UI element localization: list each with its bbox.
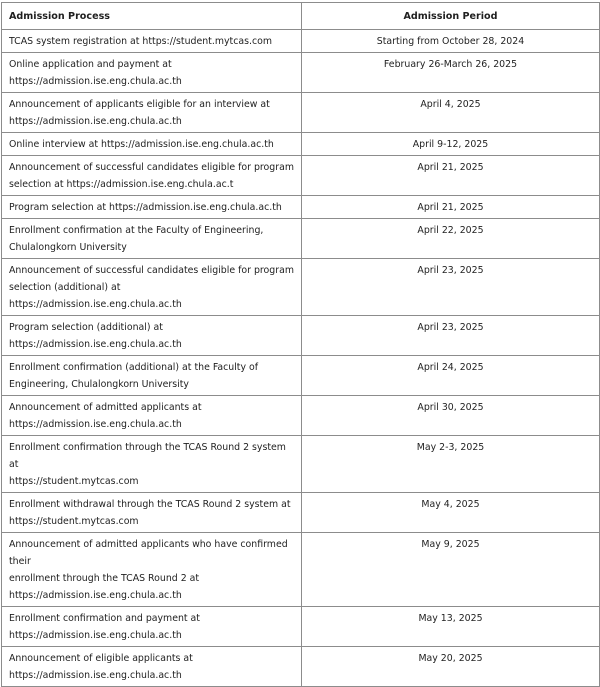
process-text-line: Program selection at https://admission.ise.eng.chula.ac.th (9, 202, 282, 213)
process-cell (2, 30, 302, 53)
table-row (2, 53, 600, 93)
period-cell: April 30, 2025 (302, 396, 600, 436)
process-cell (2, 219, 302, 259)
process-text-line: https://admission.ise.eng.chula.ac.th (9, 630, 182, 641)
period-cell: May 4, 2025 (302, 493, 600, 533)
process-text-line: Online application and payment at (9, 59, 172, 70)
process-text-line: https://student.mytcas.com (9, 516, 139, 527)
period-cell: April 23, 2025 (302, 316, 600, 356)
process-text-line: Announcement of admitted applicants at (9, 402, 202, 413)
process-text-line: Announcement of successful candidates eligible for program (9, 265, 294, 276)
table-row (2, 356, 600, 396)
process-text-line: Announcement of successful candidates eligible for program (9, 162, 294, 173)
process-cell (2, 647, 302, 687)
process-cell (2, 493, 302, 533)
table-row (2, 259, 600, 316)
process-cell (2, 316, 302, 356)
process-text-line: Enrollment withdrawal through the TCAS Round 2 system at (9, 499, 291, 510)
table-row (2, 396, 600, 436)
header-admission-process: Admission Process (2, 3, 302, 30)
period-cell: Starting from October 28, 2024 (302, 30, 600, 53)
period-cell: February 26-March 26, 2025 (302, 53, 600, 93)
process-text-line: enrollment through the TCAS Round 2 at (9, 573, 200, 584)
table-row (2, 533, 600, 607)
process-text-line: Chulalongkorn University (9, 242, 127, 253)
process-text-line: selection at https://admission.ise.eng.chula.ac.t (9, 179, 234, 190)
process-text-line: TCAS system registration at https://student.mytcas.com (9, 36, 272, 47)
process-cell (2, 396, 302, 436)
process-text-line: https://admission.ise.eng.chula.ac.th (9, 76, 182, 87)
process-text-line: https://admission.ise.eng.chula.ac.th (9, 116, 182, 127)
period-cell: April 4, 2025 (302, 93, 600, 133)
process-cell (2, 156, 302, 196)
process-text-line: Program selection (additional) at (9, 322, 163, 333)
period-cell: May 9, 2025 (302, 533, 600, 607)
process-cell (2, 356, 302, 396)
process-text-line: selection (additional) at https://admission.ise.eng.chula.ac.th (9, 282, 182, 310)
table-body (2, 30, 600, 687)
process-text-line: https://admission.ise.eng.chula.ac.th (9, 590, 182, 601)
header-admission-period: Admission Period (302, 3, 600, 30)
process-text-line: https://admission.ise.eng.chula.ac.th (9, 419, 182, 430)
period-cell: May 20, 2025 (302, 647, 600, 687)
period-cell: April 21, 2025 (302, 196, 600, 219)
table-row (2, 133, 600, 156)
admission-schedule-table (1, 2, 600, 687)
process-text-line: Online interview at https://admission.ise.eng.chula.ac.th (9, 139, 274, 150)
table-header-row (2, 3, 600, 30)
table-row (2, 196, 600, 219)
period-cell: April 24, 2025 (302, 356, 600, 396)
process-cell (2, 436, 302, 493)
table-row (2, 607, 600, 647)
process-text-line: Announcement of admitted applicants who have confirmed their (9, 539, 288, 567)
process-cell (2, 259, 302, 316)
process-cell (2, 196, 302, 219)
process-text-line: Enrollment confirmation and payment at (9, 613, 200, 624)
process-text-line: https://student.mytcas.com (9, 476, 139, 487)
process-text-line: https://admission.ise.eng.chula.ac.th (9, 339, 182, 350)
process-text-line: Enrollment confirmation (additional) at the Faculty of (9, 362, 259, 373)
table-row (2, 156, 600, 196)
table-row (2, 219, 600, 259)
process-cell (2, 93, 302, 133)
process-text-line: Announcement of applicants eligible for an interview at (9, 99, 270, 110)
process-text-line: Enrollment confirmation at the Faculty of Engineering, (9, 225, 264, 236)
table-row (2, 436, 600, 493)
process-text-line: Engineering, Chulalongkorn University (9, 379, 189, 390)
process-cell (2, 133, 302, 156)
table-row (2, 493, 600, 533)
table-row (2, 30, 600, 53)
period-cell: April 23, 2025 (302, 259, 600, 316)
process-text-line: Announcement of eligible applicants at (9, 653, 193, 664)
period-cell: May 13, 2025 (302, 607, 600, 647)
table-row (2, 316, 600, 356)
process-text-line: https://admission.ise.eng.chula.ac.th (9, 670, 182, 681)
process-cell (2, 533, 302, 607)
period-cell: April 9-12, 2025 (302, 133, 600, 156)
process-text-line: Enrollment confirmation through the TCAS Round 2 system at (9, 442, 286, 470)
period-cell: April 21, 2025 (302, 156, 600, 196)
period-cell: May 2-3, 2025 (302, 436, 600, 493)
period-cell: April 22, 2025 (302, 219, 600, 259)
process-cell (2, 607, 302, 647)
table-row (2, 93, 600, 133)
process-cell (2, 53, 302, 93)
table-row (2, 647, 600, 687)
